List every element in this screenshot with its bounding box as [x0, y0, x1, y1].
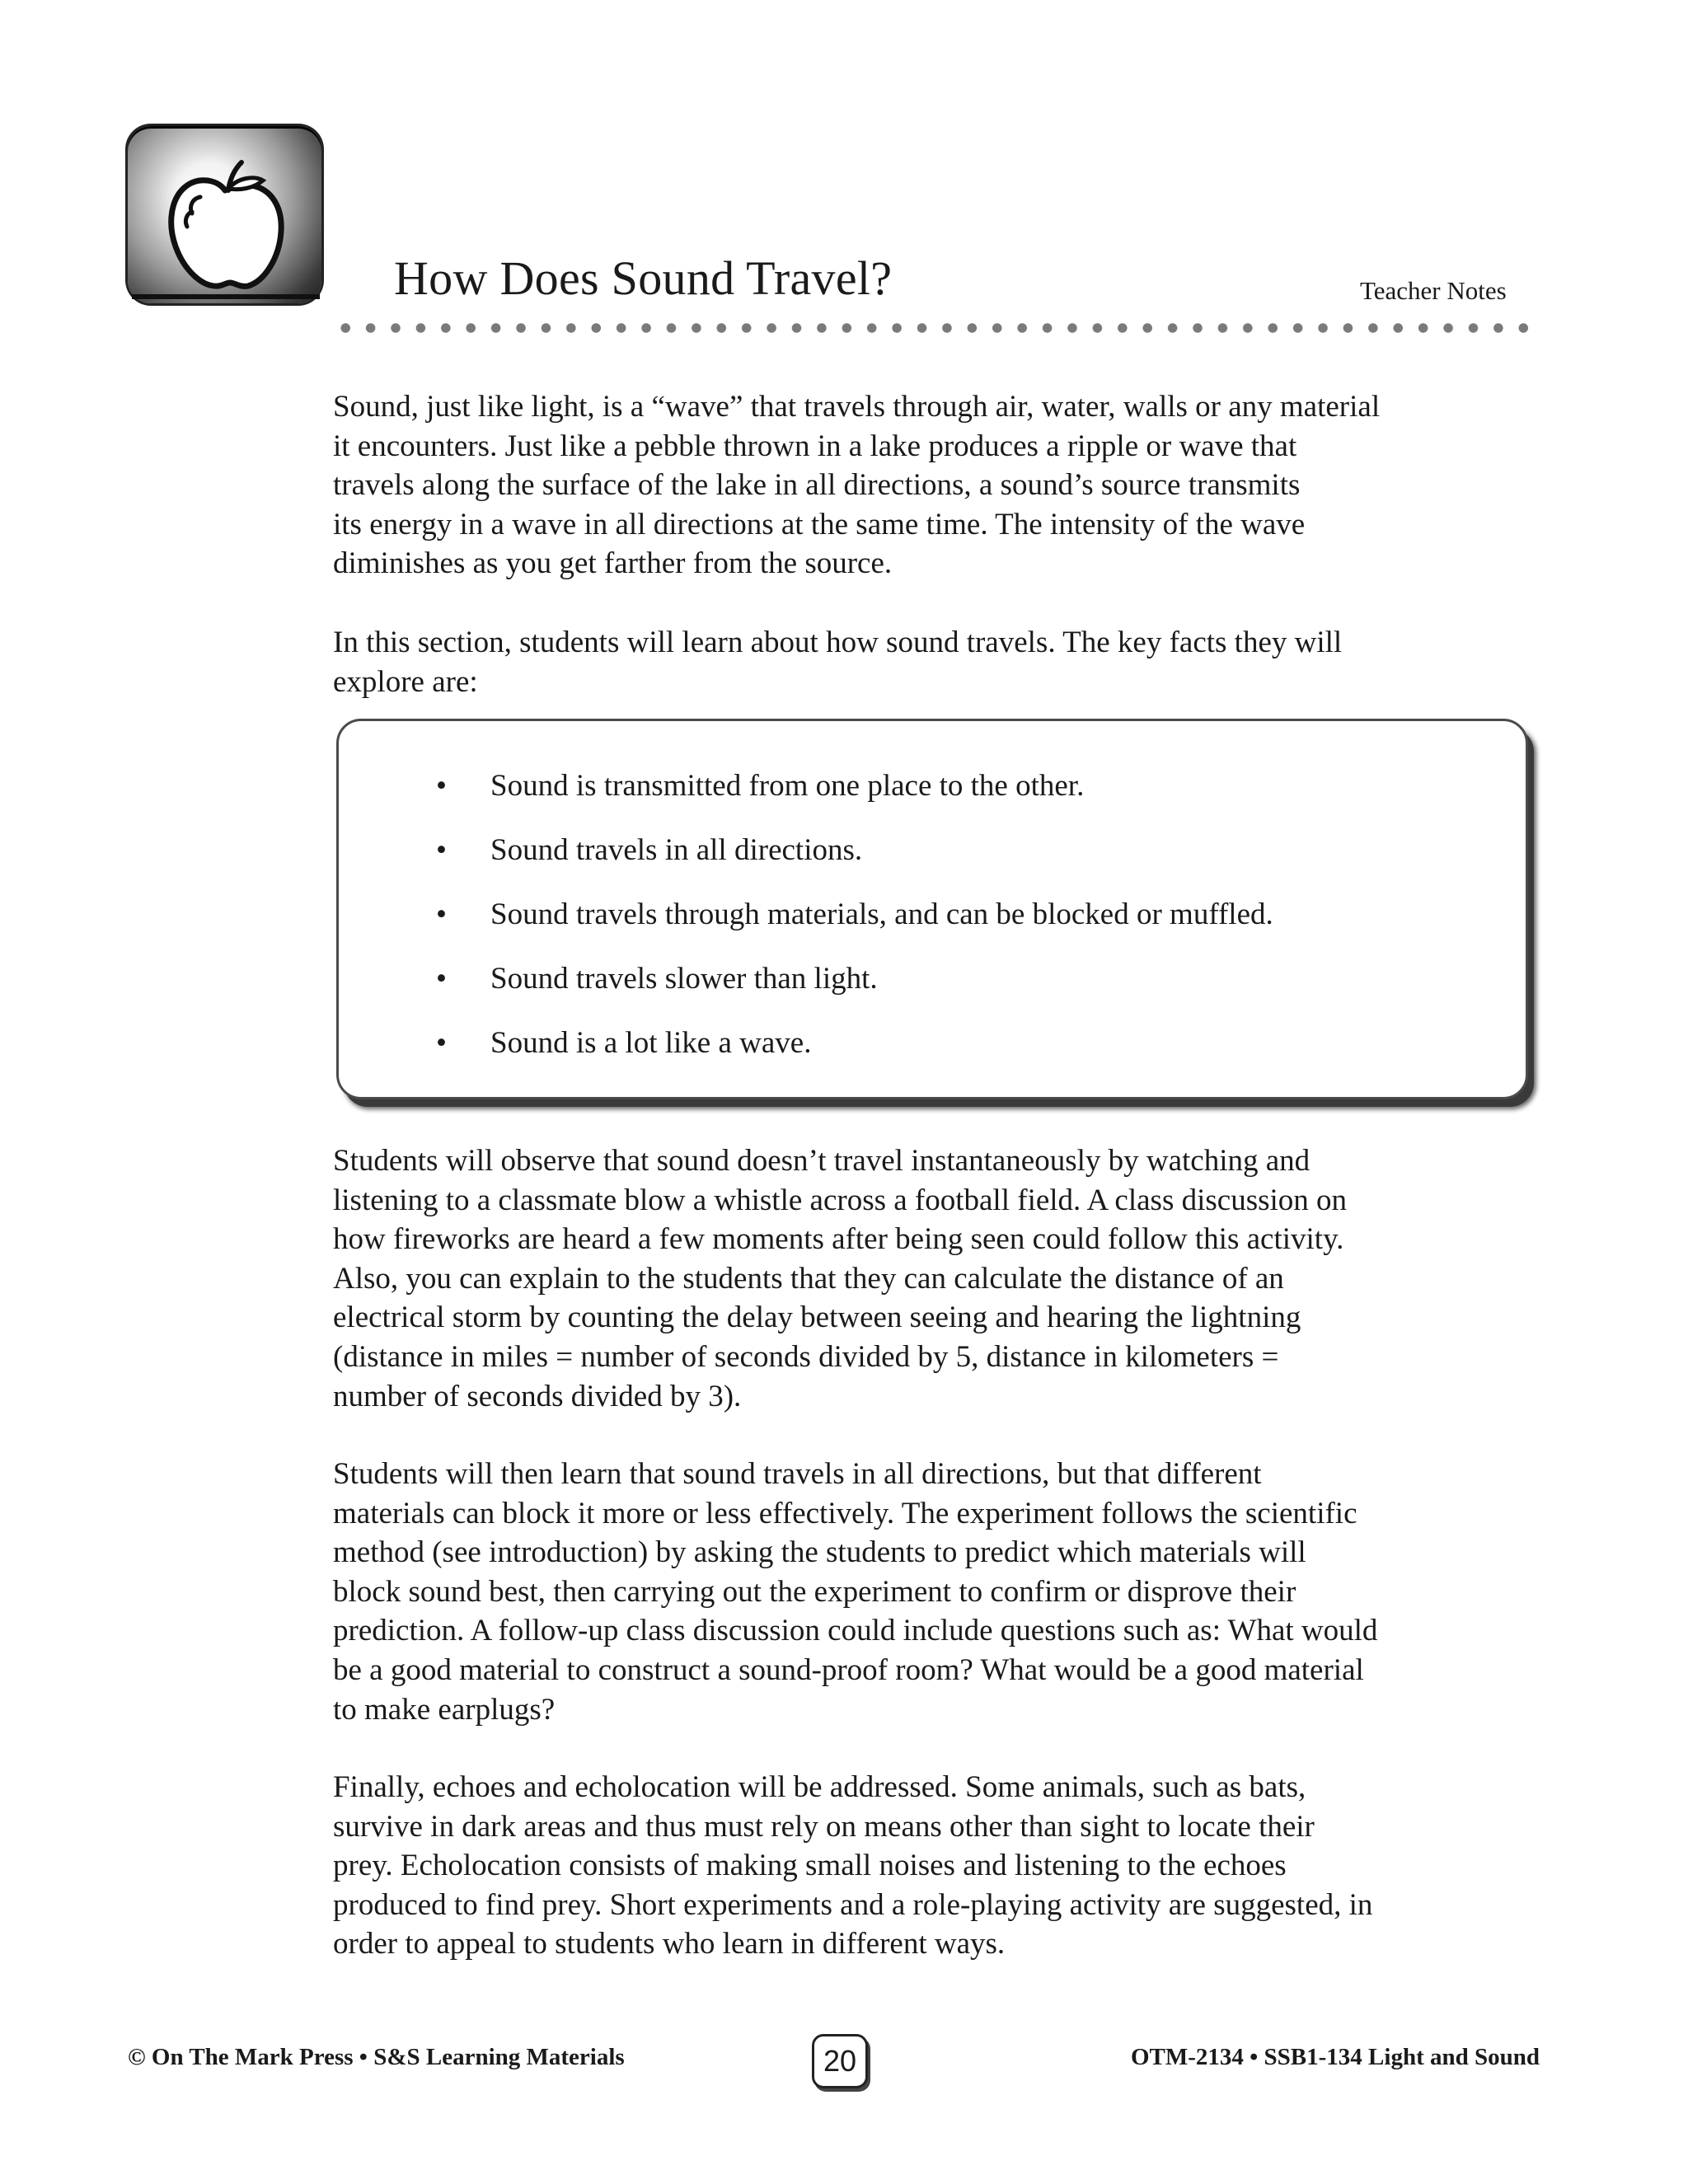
paragraph-line: be a good material to construct a sound-proof room? What would be a good material — [333, 1652, 1364, 1687]
paragraph-line: Sound, just like light, is a “wave” that travels through air, water, walls or any material — [333, 390, 1381, 424]
bullet: • — [436, 1026, 447, 1060]
list-item-text: Sound travels through materials, and can be blocked or muffled. — [490, 898, 1273, 931]
paragraph-line: electrical storm by counting the delay between seeing and hearing the lightning — [333, 1301, 1301, 1335]
echoes-paragraph — [333, 1768, 1553, 1964]
paragraph-line: number of seconds divided by 3). — [333, 1379, 742, 1413]
paragraph-line: its energy in a wave in all directions at the same time. The intensity of the wave — [333, 507, 1306, 541]
paragraph-line: survive in dark areas and thus must rely on means other than sight to locate their — [333, 1809, 1315, 1844]
list-item-text: Sound is transmitted from one place to the other. — [490, 769, 1085, 803]
paragraph-line: explore are: — [333, 664, 478, 699]
section-label: Teacher Notes — [1360, 276, 1507, 305]
paragraph-line: produced to find prey. Short experiments and a role-playing activity are suggested, in — [333, 1887, 1373, 1922]
paragraph-line: to make earplugs? — [333, 1692, 556, 1727]
list-item-text: Sound travels slower than light. — [490, 962, 878, 996]
page-number: 20 — [812, 2034, 868, 2088]
paragraph-line: travels along the surface of the lake in all directions, a sound’s source transmits — [333, 468, 1301, 503]
list-item-text: Sound is a lot like a wave. — [490, 1026, 812, 1060]
bullet: • — [436, 833, 447, 867]
paragraph-line: Also, you can explain to the students that they can calculate the distance of an — [333, 1261, 1284, 1296]
header-rule — [132, 294, 320, 299]
speed-paragraph — [333, 1141, 1553, 1416]
key-facts-intro — [333, 623, 1553, 701]
paragraph-line: prediction. A follow-up class discussion could include questions such as: What would — [333, 1614, 1378, 1648]
bullet: • — [436, 898, 447, 931]
paragraph-line: block sound best, then carrying out the experiment to confirm or disprove their — [333, 1574, 1296, 1609]
key-facts-box — [336, 719, 1528, 1099]
paragraph-line: method (see introduction) by asking the students to predict which materials will — [333, 1535, 1306, 1570]
materials-paragraph — [333, 1455, 1553, 1729]
paragraph-line: diminishes as you get farther from the source. — [333, 546, 893, 581]
dotted-divider — [333, 323, 1536, 333]
paragraph-line: Students will observe that sound doesn’t travel instantaneously by watching and — [333, 1144, 1311, 1178]
paragraph-line: listening to a classmate blow a whistle across a football field. A class discussion on — [333, 1183, 1348, 1217]
paragraph-line: order to appeal to students who learn in different ways. — [333, 1927, 1006, 1961]
paragraph-line: (distance in miles = number of seconds divided by 5, distance in kilometers = — [333, 1339, 1279, 1374]
paragraph-line: materials can block it more or less effectively. The experiment follows the scientific — [333, 1496, 1357, 1530]
apple-icon — [159, 156, 291, 296]
paragraph-line: it encounters. Just like a pebble thrown in a lake produces a ripple or wave that — [333, 429, 1297, 463]
paragraph-line: Students will then learn that sound travels in all directions, but that different — [333, 1457, 1262, 1491]
bullet: • — [436, 962, 447, 996]
list-item-text: Sound travels in all directions. — [490, 833, 863, 867]
paragraph-line: In this section, students will learn about how sound travels. The key facts they will — [333, 626, 1343, 659]
paragraph-line: Finally, echoes and echolocation will be addressed. Some animals, such as bats, — [333, 1770, 1306, 1804]
paragraph-line: how fireworks are heard a few moments after being seen could follow this activity. — [333, 1222, 1344, 1257]
footer-product-code: OTM-2134 • SSB1-134 Light and Sound — [1130, 2044, 1540, 2070]
paragraph-line: prey. Echolocation consists of making small noises and listening to the echoes — [333, 1849, 1287, 1883]
apple-icon-badge — [128, 126, 321, 303]
intro-paragraph — [333, 387, 1553, 583]
bullet: • — [436, 769, 447, 803]
page-title: How Does Sound Travel? — [394, 251, 893, 305]
footer-publisher: © On The Mark Press • S&S Learning Materials — [128, 2044, 625, 2070]
